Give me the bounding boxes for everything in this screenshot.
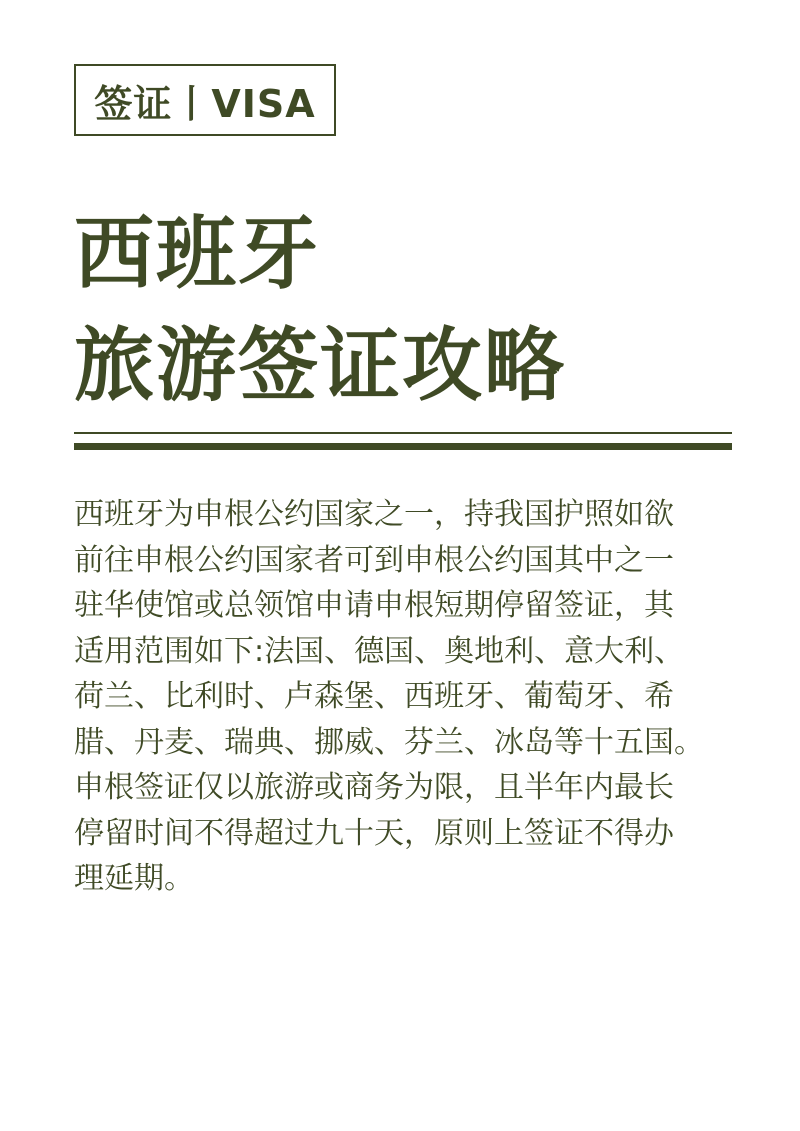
body-line: 荷兰、比利时、卢森堡、西班牙、葡萄牙、希: [74, 679, 674, 714]
body-line: 腊、丹麦、瑞典、挪威、芬兰、冰岛等十五国。: [74, 724, 704, 760]
body-line: 西班牙为申根公约国家之一，持我国护照如欲: [74, 497, 674, 532]
body-paragraph: [74, 492, 734, 902]
body-line: 停留时间不得超过九十天，原则上签证不得办: [74, 815, 674, 851]
divider-thick: [74, 443, 732, 450]
category-tag: 签证丨VISA: [74, 64, 336, 136]
body-line: 适用范围如下:法国、德国、奥地利、意大利、: [74, 633, 685, 669]
page-title-line-1: 西班牙: [74, 207, 320, 300]
body-line: 前往申根公约国家者可到申根公约国其中之一: [74, 542, 674, 578]
body-line: 理延期。: [74, 861, 194, 896]
page-title-line-2: 旅游签证攻略: [74, 319, 566, 412]
divider-thin: [74, 432, 732, 434]
body-line: 驻华使馆或总领馆申请申根短期停留签证，其: [74, 588, 674, 623]
body-line: 申根签证仅以旅游或商务为限，且半年内最长: [74, 770, 674, 805]
